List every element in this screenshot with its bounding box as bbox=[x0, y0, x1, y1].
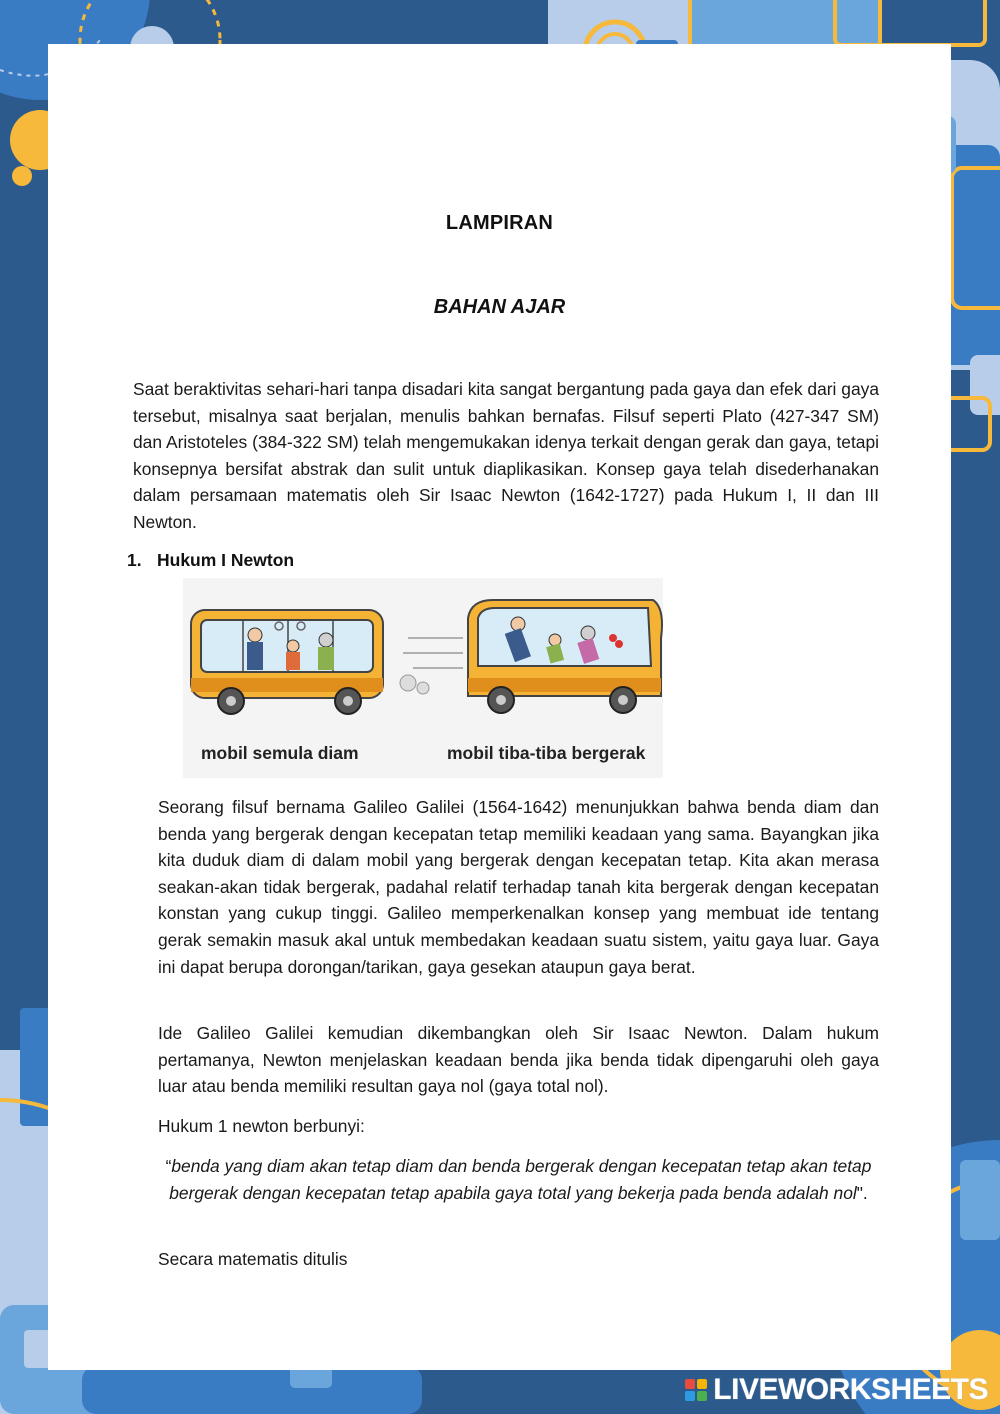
caption-moving: mobil tiba-tiba bergerak bbox=[447, 743, 646, 763]
stationary-bus-image bbox=[191, 610, 383, 714]
section-number: 1. bbox=[127, 550, 142, 570]
page-subtitle: BAHAN AJAR bbox=[433, 296, 566, 318]
math-intro: Secara matematis ditulis bbox=[158, 1249, 348, 1269]
newton-paragraph: Ide Galileo Galilei kemudian dikembangkan oleh Sir Isaac Newton. Dalam hukum pertamanya, Newton menjelaskan keadaan benda jika benda tidak dipengaruhi oleh gaya luar atau benda memiliki resultan gaya nol (gaya total nol). bbox=[158, 1023, 879, 1097]
quote-text: benda yang diam akan tetap diam dan benda bergerak dengan kecepatan tetap akan tetap bergerak dengan kecepatan tetap apabila gaya total yang bekerja pada benda adalah nol bbox=[169, 1156, 872, 1203]
logo-icon bbox=[685, 1379, 707, 1401]
section-title: Hukum I Newton bbox=[157, 550, 295, 570]
liveworksheets-logo bbox=[685, 1372, 988, 1408]
quote-open-mark: “ bbox=[165, 1156, 172, 1176]
watermark-text: LIVEWORKSHEETS bbox=[713, 1373, 988, 1406]
logo-square-3 bbox=[685, 1391, 695, 1401]
quote-close-mark: ". bbox=[856, 1182, 868, 1203]
law-quote bbox=[158, 1153, 879, 1206]
logo-square-1 bbox=[685, 1379, 695, 1389]
law-intro: Hukum 1 newton berbunyi: bbox=[158, 1116, 365, 1136]
page-title: LAMPIRAN bbox=[445, 212, 554, 234]
logo-square-2 bbox=[697, 1379, 707, 1389]
galileo-paragraph: Seorang filsuf bernama Galileo Galilei (1564-1642) menunjukkan bahwa benda diam dan benda yang bergerak dengan kecepatan tetap memiliki keadaan yang sama. Bayangkan jika kita duduk diam di dalam mobil yang bergerak dengan kecepatan tetap. Kita akan merasa seakan-akan tidak bergerak, padahal relatif terhadap tanah kita bergerak dengan kecepatan konstan yang cukup tinggi. Galileo memperkenalkan konsep yang membuat ide tentang gerak semakin masuk akal untuk membedakan keadaan suatu sistem, yaitu gaya luar. Gaya ini dapat berupa dorongan/tarikan, gaya gesekan ataupun gaya berat. bbox=[158, 797, 879, 977]
section-heading bbox=[127, 550, 294, 571]
caption-stationary: mobil semula diam bbox=[201, 743, 359, 763]
logo-square-4 bbox=[697, 1391, 707, 1401]
intro-paragraph: Saat beraktivitas sehari-hari tanpa disadari kita sangat bergantung pada gaya dan efek dari gaya tersebut, misalnya saat berjalan, menulis bahkan bernafas. Filsuf seperti Plato (427-347 SM) dan Aristoteles (384-322 SM) telah mengemukakan idenya terkait dengan gerak dan gaya, tetapi konsepnya bersifat abstrak dan sulit untuk diaplikasikan. Konsep gaya telah disederhanakan dalam persamaan matematis oleh Sir Isaac Newton (1642-1727) pada Hukum I, II dan III Newton. bbox=[133, 379, 879, 532]
